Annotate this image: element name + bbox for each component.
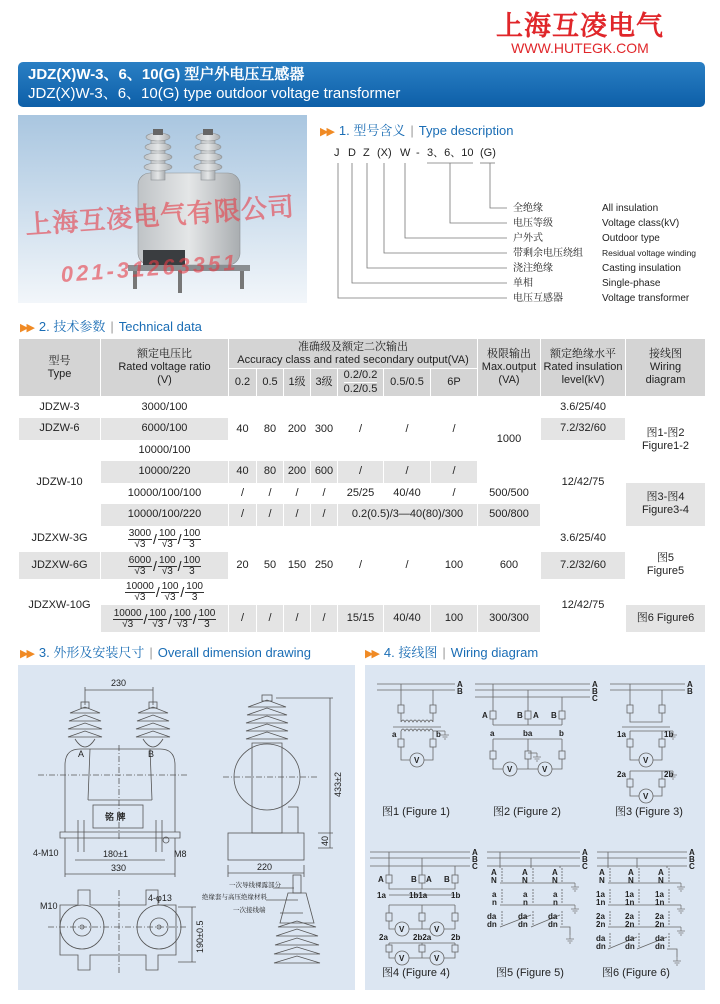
table-cell: 10000/100	[101, 440, 229, 462]
diagram-label: B	[582, 855, 588, 864]
diagram-label: n	[523, 898, 528, 907]
diagram-label: 2n	[596, 920, 606, 929]
table-cell: /	[431, 483, 478, 505]
diagram-label: 1n	[596, 898, 606, 907]
table-cell: 10000/220	[101, 461, 229, 483]
diagram-label: A	[599, 868, 605, 877]
caption-figure-2: 图2 (Figure 2)	[493, 806, 561, 818]
table-cell: 500/500	[478, 483, 541, 505]
header-insulation: 额定绝缘水平 Rated insulation level(kV)	[541, 339, 626, 397]
diagram-label: 2b	[451, 933, 461, 942]
table-cell: 6P	[431, 369, 478, 397]
table-cell: /	[284, 605, 311, 632]
table-cell: 1级	[284, 369, 311, 397]
table-cell: 100	[431, 605, 478, 632]
diagram-label: 4-φ13	[148, 893, 172, 903]
diagram-label: dn	[596, 942, 606, 951]
diagram-label: 2a	[625, 912, 634, 921]
diagram-label: ba	[523, 729, 533, 738]
diagram-label: b	[436, 730, 441, 739]
diagram-label: n	[553, 898, 558, 907]
diagram-label: Z	[363, 147, 370, 159]
table-cell: /	[284, 483, 311, 505]
table-cell: /	[384, 461, 431, 483]
section-type-description: ▶▶ 1. 型号含义 | Type description	[320, 123, 514, 138]
diagram-label: A	[378, 875, 384, 884]
diagram-label: V	[507, 765, 513, 774]
diagram-label: da	[625, 934, 635, 943]
table-cell: 图3-图4 Figure3-4	[626, 483, 706, 526]
diagram-label: Single-phase	[602, 278, 661, 289]
diagram-label: V	[434, 925, 440, 934]
table-cell: 600	[478, 526, 541, 606]
diagram-label: Outdoor type	[602, 233, 660, 244]
diagram-label: da	[655, 934, 665, 943]
diagram-label: A	[658, 868, 664, 877]
table-cell: 15/15	[338, 605, 384, 632]
table-cell: 80	[257, 461, 284, 483]
title-en: JDZ(X)W-3、6、10(G) type outdoor voltage transformer	[28, 85, 401, 102]
diagram-label: A	[472, 848, 478, 857]
table-cell: /	[257, 483, 284, 505]
dimension-drawing	[18, 665, 355, 990]
table-cell: 3.6/25/40	[541, 397, 626, 419]
diagram-label: (X)	[377, 147, 392, 159]
table-cell	[101, 552, 229, 579]
diagram-label: Casting insulation	[602, 263, 681, 274]
diagram-label: 1a	[655, 890, 664, 899]
diagram-label: 电压互感器	[513, 293, 563, 304]
caption-figure-1: 图1 (Figure 1)	[382, 806, 450, 818]
diagram-label: dn	[548, 920, 558, 929]
diagram-label: A	[533, 711, 539, 720]
diagram-label: 浇注绝缘	[513, 263, 553, 274]
diagram-label: 户外式	[513, 233, 543, 244]
diagram-label: N	[552, 876, 558, 885]
diagram-label: 1a	[625, 890, 634, 899]
diagram-label: 1n	[625, 898, 635, 907]
diagram-label: A	[592, 680, 598, 689]
diagram-label: C	[582, 862, 588, 871]
diagram-label: 电压等级	[513, 218, 553, 229]
diagram-label: 2b2a	[413, 933, 432, 942]
table-cell: 150	[284, 526, 311, 606]
table-cell: 300/300	[478, 605, 541, 632]
diagram-label: V	[399, 925, 405, 934]
double-arrow-icon: ▶▶	[365, 648, 378, 660]
diagram-label: V	[542, 765, 548, 774]
diagram-label: B	[472, 855, 478, 864]
diagram-label: M8	[174, 849, 187, 859]
diagram-label: 40	[320, 835, 330, 846]
diagram-label: 2n	[655, 920, 665, 929]
wiring-diagrams	[365, 665, 705, 990]
table-cell: /	[338, 397, 384, 462]
diagram-label: D	[348, 147, 356, 159]
table-cell: JDZXW-3G	[19, 526, 101, 553]
diagram-label: b	[559, 729, 564, 738]
diagram-label: dn	[625, 942, 635, 951]
diagram-label: A	[426, 875, 432, 884]
diagram-label: 1n	[655, 898, 665, 907]
diagram-label: Voltage transformer	[602, 293, 690, 304]
table-cell: /	[384, 397, 431, 462]
diagram-label: 220	[257, 862, 273, 872]
table-cell: 0.2/0.2 0.2/0.5	[338, 369, 384, 397]
diagram-label: N	[599, 876, 605, 885]
fraction-ratio: 10000 √3 / 100 √3 / 100 3	[126, 581, 203, 604]
section-technical-data: ▶▶ 2. 技术参数 | Technical data	[20, 319, 202, 334]
table-cell: 200	[284, 397, 311, 462]
diagram-label: 190±0.5	[195, 920, 205, 953]
table-cell: 40/40	[384, 605, 431, 632]
brand-url[interactable]: WWW.HUTEGK.COM	[511, 40, 649, 56]
diagram-label: a	[492, 890, 497, 899]
double-arrow-icon: ▶▶	[20, 648, 33, 660]
caption-figure-4: 图4 (Figure 4)	[382, 967, 450, 979]
diagram-label: V	[643, 756, 649, 765]
diagram-label: 330	[111, 863, 127, 873]
table-cell: 80	[257, 397, 284, 462]
diagram-label: 4-M10	[33, 848, 59, 858]
diagram-label: A	[457, 680, 463, 689]
diagram-label: B	[444, 875, 450, 884]
diagram-label: dn	[518, 920, 528, 929]
diagram-label: N	[491, 876, 497, 885]
diagram-label: V	[399, 954, 405, 963]
table-cell: /	[311, 605, 338, 632]
table-cell: /	[338, 461, 384, 483]
diagram-label: 全绝缘	[513, 203, 543, 214]
table-cell: JDZXW-6G	[19, 552, 101, 579]
diagram-label: 一次导线裸露部分	[229, 882, 281, 889]
diagram-label: 2b	[664, 770, 674, 779]
diagram-label: da	[596, 934, 606, 943]
table-cell: 图1-图2 Figure1-2	[626, 397, 706, 483]
diagram-label: B	[551, 711, 557, 720]
diagram-label: A	[522, 868, 528, 877]
diagram-label: 2a	[655, 912, 664, 921]
diagram-label: 180±1	[103, 849, 128, 859]
double-arrow-icon: ▶▶	[320, 126, 333, 138]
table-cell: 250	[311, 526, 338, 606]
table-cell: 10000/100/100	[101, 483, 229, 505]
technical-data-table	[18, 338, 706, 632]
diagram-label: n	[492, 898, 497, 907]
diagram-label: J	[334, 147, 340, 159]
diagram-label: dn	[655, 942, 665, 951]
diagram-label: 1b1a	[409, 891, 428, 900]
diagram-label: Voltage class(kV)	[602, 218, 680, 229]
diagram-label: 2a	[596, 912, 605, 921]
table-cell: 500/800	[478, 504, 541, 526]
diagram-label: a	[523, 890, 528, 899]
table-cell: 600	[311, 461, 338, 483]
table-cell: JDZW-6	[19, 418, 101, 440]
diagram-label: a	[553, 890, 558, 899]
section-wiring: ▶▶ 4. 接线图 | Wiring diagram	[365, 645, 539, 660]
type-code-diagram	[310, 140, 710, 308]
table-cell: 200	[284, 461, 311, 483]
diagram-label: da	[518, 912, 528, 921]
table-cell: 100	[431, 526, 478, 606]
diagram-label: V	[643, 792, 649, 801]
header-type: 型号 Type	[19, 339, 101, 397]
diagram-label: B	[687, 687, 693, 696]
table-cell	[101, 526, 229, 553]
diagram-label: 3、6、10	[427, 147, 474, 159]
table-cell: 图5 Figure5	[626, 526, 706, 606]
diagram-label: B	[689, 855, 695, 864]
diagram-label: 2n	[625, 920, 635, 929]
fraction-ratio: 6000 √3 / 100 √3 / 100 3	[128, 554, 201, 577]
caption-figure-3: 图3 (Figure 3)	[615, 806, 683, 818]
table-cell: 20	[229, 526, 257, 606]
diagram-label: A	[687, 680, 693, 689]
table-cell: /	[257, 504, 284, 526]
diagram-label: A	[582, 848, 588, 857]
table-row	[19, 397, 706, 419]
table-cell: 40/40	[384, 483, 431, 505]
diagram-label: V	[414, 756, 420, 765]
diagram-label: dn	[487, 920, 497, 929]
title-banner	[18, 62, 705, 107]
table-cell: 10000/100/220	[101, 504, 229, 526]
diagram-label: B	[411, 875, 417, 884]
diagram-label: (G)	[480, 147, 496, 159]
watermark-company: 上海互凌电气有限公司	[24, 191, 296, 240]
diagram-label: A	[491, 868, 497, 877]
table-cell: 图6 Figure6	[626, 605, 706, 632]
diagram-label: C	[472, 862, 478, 871]
table-cell: 3.6/25/40	[541, 526, 626, 553]
diagram-label: 单相	[513, 278, 533, 289]
table-cell: 50	[257, 526, 284, 606]
diagram-label: da	[548, 912, 558, 921]
table-cell: /	[229, 605, 257, 632]
diagram-label: 铭 牌	[105, 812, 126, 822]
diagram-label: B	[148, 749, 155, 759]
header-wiring: 接线图 Wiring diagram	[626, 339, 706, 397]
diagram-label: Residual voltage winding	[602, 248, 697, 258]
table-cell: /	[431, 397, 478, 462]
table-cell: 25/25	[338, 483, 384, 505]
section-dimension: ▶▶ 3. 外形及安装尺寸 | Overall dimension drawing	[20, 645, 311, 660]
diagram-label: A	[689, 848, 695, 857]
diagram-label: A	[628, 868, 634, 877]
table-row	[19, 526, 706, 553]
table-cell: 0.5/0.5	[384, 369, 431, 397]
table-cell: 40	[229, 397, 257, 462]
table-cell: 3级	[311, 369, 338, 397]
table-cell: /	[257, 605, 284, 632]
table-cell: /	[311, 483, 338, 505]
table-cell: 7.2/32/60	[541, 552, 626, 579]
table-cell: 40	[229, 461, 257, 483]
diagram-label: A	[78, 749, 85, 759]
diagram-label: 一次接线端	[233, 907, 266, 914]
fraction-ratio: 10000 √3 / 100 √3 / 100 √3 / 100 3	[113, 607, 216, 630]
diagram-label: C	[689, 862, 695, 871]
diagram-label: A	[552, 868, 558, 877]
diagram-label: a	[490, 729, 495, 738]
fraction-ratio: 3000 √3 / 100 √3 / 100 3	[128, 528, 201, 551]
caption-figure-6: 图6 (Figure 6)	[602, 967, 670, 979]
diagram-label: 433±2	[333, 772, 343, 797]
table-cell: /	[338, 526, 384, 606]
double-arrow-icon: ▶▶	[20, 322, 33, 334]
diagram-label: B	[517, 711, 523, 720]
diagram-label: N	[628, 876, 634, 885]
table-cell: /	[384, 526, 431, 606]
diagram-label: M10	[40, 901, 58, 911]
diagram-label: 1a	[596, 890, 605, 899]
title-cn: JDZ(X)W-3、6、10(G) 型户外电压互感器	[28, 66, 305, 83]
table-cell: 0.5	[257, 369, 284, 397]
diagram-label: A	[482, 711, 488, 720]
table-cell: /	[311, 504, 338, 526]
table-cell: 1000	[478, 397, 541, 483]
diagram-label: 绝缘套与高压绝缘材料	[202, 894, 267, 901]
header-ratio: 额定电压比 Rated voltage ratio (V)	[101, 339, 229, 397]
table-cell: JDZXW-10G	[19, 579, 101, 632]
table-cell: 12/42/75	[541, 440, 626, 526]
table-cell: 0.2	[229, 369, 257, 397]
table-cell: 0.2(0.5)/3—40(80)/300	[338, 504, 478, 526]
diagram-label: da	[487, 912, 497, 921]
diagram-label: C	[592, 694, 598, 703]
diagram-label: W	[400, 147, 411, 159]
diagram-label: 1b	[451, 891, 461, 900]
diagram-label: V	[434, 954, 440, 963]
header-accuracy: 准确级及额定二次输出 Accuracy class and rated secondary output(VA)	[229, 339, 478, 369]
table-cell: 6000/100	[101, 418, 229, 440]
diagram-label: 1a	[377, 891, 386, 900]
table-cell: 3000/100	[101, 397, 229, 419]
table-cell	[101, 605, 229, 632]
diagram-label: N	[658, 876, 664, 885]
table-cell: /	[229, 483, 257, 505]
table-cell: JDZW-3	[19, 397, 101, 419]
table-cell: /	[431, 461, 478, 483]
diagram-label: 1a	[617, 730, 626, 739]
diagram-label: B	[457, 687, 463, 696]
brand-logo: 上海互凌电气	[496, 11, 664, 41]
diagram-label: -	[416, 147, 420, 159]
table-cell: /	[284, 504, 311, 526]
table-cell: JDZW-10	[19, 440, 101, 526]
caption-figure-5: 图5 (Figure 5)	[496, 967, 564, 979]
table-cell: 12/42/75	[541, 579, 626, 632]
table-cell: /	[229, 504, 257, 526]
table-cell: 7.2/32/60	[541, 418, 626, 440]
table-cell	[101, 579, 229, 606]
diagram-label: 1b	[664, 730, 674, 739]
table-cell: 300	[311, 397, 338, 462]
diagram-label: 2a	[379, 933, 388, 942]
diagram-label: All insulation	[602, 203, 659, 214]
watermark-phone: 021-31263351	[60, 249, 240, 287]
diagram-label: a	[392, 730, 397, 739]
diagram-label: 带剩余电压绕组	[513, 248, 583, 259]
header-max-output: 极限输出 Max.output (VA)	[478, 339, 541, 397]
diagram-label: 230	[111, 678, 127, 688]
diagram-label: B	[592, 687, 598, 696]
diagram-label: N	[522, 876, 528, 885]
diagram-label: 2a	[617, 770, 626, 779]
